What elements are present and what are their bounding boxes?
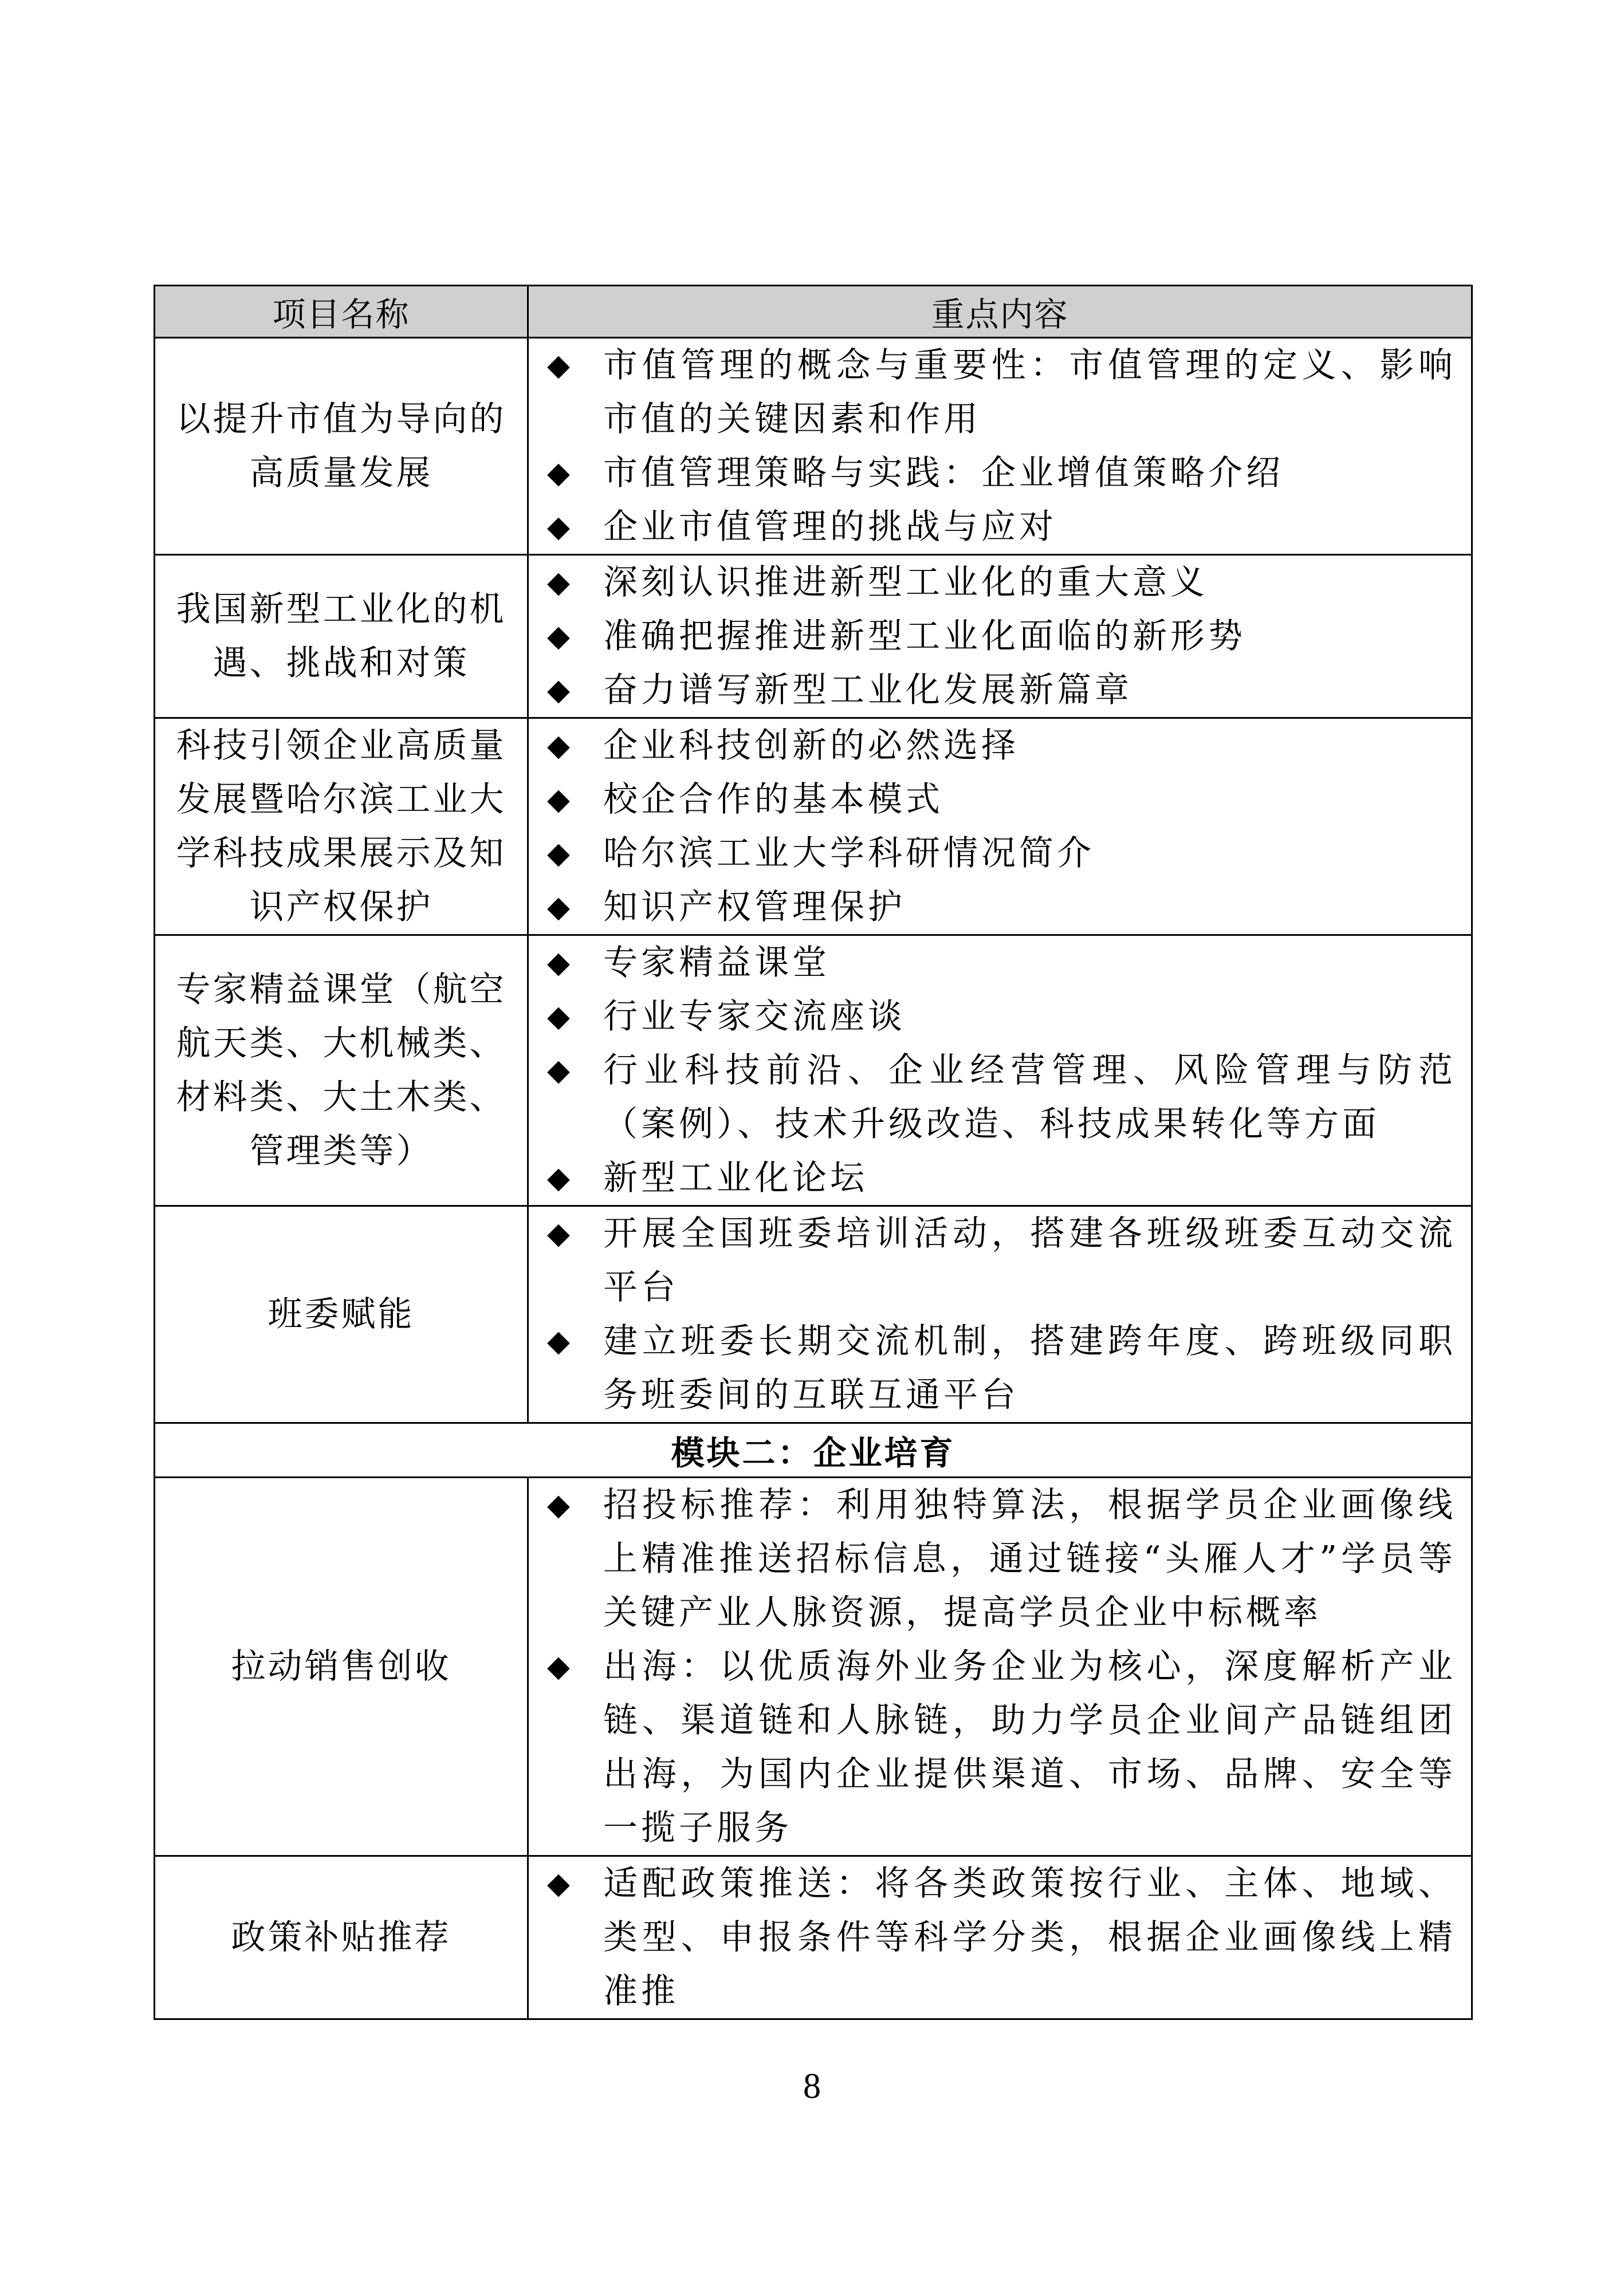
bullet-text: 市值管理策略与实践：企业增值策略介绍 (603, 453, 1284, 493)
content-bullet-item (547, 1043, 1456, 1151)
diamond-bullet-icon: ◆ (547, 1053, 573, 1088)
diamond-bullet-icon: ◆ (547, 510, 573, 544)
bullet-text: 深刻认识推进新型工业化的重大意义 (603, 562, 1208, 602)
content-bullet-item (547, 1478, 1456, 1640)
bullet-text: 校企合作的基本模式 (603, 779, 943, 820)
diamond-bullet-icon: ◆ (547, 782, 573, 817)
diamond-bullet-icon: ◆ (547, 1649, 573, 1684)
diamond-bullet-icon: ◆ (547, 565, 573, 600)
content-bullet-item (547, 1151, 1456, 1205)
diamond-bullet-icon: ◆ (547, 1161, 573, 1195)
content-bullet-item (547, 609, 1456, 663)
diamond-bullet-icon: ◆ (547, 836, 573, 871)
diamond-bullet-icon: ◆ (547, 728, 573, 763)
diamond-bullet-icon: ◆ (547, 456, 573, 490)
diamond-bullet-icon: ◆ (547, 619, 573, 653)
diamond-bullet-icon: ◆ (547, 1216, 573, 1251)
bullet-text: 准确把握推进新型工业化面临的新形势 (603, 616, 1246, 656)
bullet-text: 建立班委长期交流机制，搭建跨年度、跨班级同职务班委间的互联互通平台 (603, 1321, 1456, 1415)
content-bullet-item (547, 446, 1456, 500)
content-bullet-item (547, 880, 1456, 934)
diamond-bullet-icon: ◆ (547, 1324, 573, 1358)
bullet-text: 出海：以优质海外业务企业为核心，深度解析产业链、渠道链和人脉链，助力学员企业间产品链组团出海，为国内企业提供渠道、市场、品牌、安全等一揽子服务 (603, 1647, 1456, 1848)
module-title-row (155, 1423, 1472, 1478)
bullet-text: 企业科技创新的必然选择 (603, 726, 1019, 766)
content-bullet-item (547, 773, 1456, 826)
project-name-cell: 拉动销售创收 (155, 1478, 528, 1856)
content-bullet-list (547, 1857, 1456, 2018)
table-row (155, 1478, 1472, 1856)
table-body-module-one (155, 338, 1472, 1423)
content-bullet-item (547, 826, 1456, 880)
table-row (155, 718, 1472, 935)
program-table (154, 285, 1473, 2020)
key-content-cell (528, 1206, 1472, 1423)
content-bullet-list (547, 556, 1456, 717)
bullet-text: 适配政策推送：将各类政策按行业、主体、地域、类型、申报条件等科学分类，根据企业画像线上精准推 (603, 1864, 1456, 2011)
table-row (155, 1856, 1472, 2019)
key-content-cell (528, 338, 1472, 555)
key-content-cell (528, 935, 1472, 1206)
content-bullet-list (547, 1478, 1456, 1855)
bullet-text: 企业市值管理的挑战与应对 (603, 507, 1057, 547)
header-project-name: 项目名称 (155, 286, 528, 338)
content-bullet-item (547, 500, 1456, 554)
key-content-cell (528, 1856, 1472, 2019)
key-content-cell (528, 718, 1472, 935)
content-bullet-item (547, 1857, 1456, 2018)
diamond-bullet-icon: ◆ (547, 999, 573, 1034)
content-bullet-item (547, 936, 1456, 990)
project-name-cell: 专家精益课堂（航空航天类、大机械类、材料类、大土木类、管理类等） (155, 935, 528, 1206)
table-body-module-divider (155, 1423, 1472, 1478)
project-name-cell: 我国新型工业化的机遇、挑战和对策 (155, 555, 528, 718)
content-bullet-item (547, 1314, 1456, 1422)
page-number: 8 (803, 2067, 821, 2106)
bullet-text: 奋力谱写新型工业化发展新篇章 (603, 670, 1133, 710)
table-row (155, 338, 1472, 555)
content-bullet-list (547, 719, 1456, 934)
bullet-text: 行业科技前沿、企业经营管理、风险管理与防范（案例）、技术升级改造、科技成果转化等方面 (603, 1050, 1456, 1144)
table-row (155, 555, 1472, 718)
header-key-content: 重点内容 (528, 286, 1472, 338)
content-bullet-item (547, 338, 1456, 446)
table-row (155, 1206, 1472, 1423)
table-header-row (155, 286, 1472, 338)
bullet-text: 市值管理的概念与重要性：市值管理的定义、影响市值的关键因素和作用 (603, 345, 1456, 439)
bullet-text: 招投标推荐：利用独特算法，根据学员企业画像线上精准推送招标信息，通过链接“头雁人才”学员等关键产业人脉资源，提高学员企业中标概率 (603, 1485, 1456, 1633)
content-bullet-item (547, 719, 1456, 773)
project-name-cell: 政策补贴推荐 (155, 1856, 528, 2019)
content-bullet-list (547, 936, 1456, 1205)
bullet-text: 哈尔滨工业大学科研情况简介 (603, 833, 1095, 873)
content-bullet-item (547, 990, 1456, 1043)
diamond-bullet-icon: ◆ (547, 890, 573, 924)
content-bullet-list (547, 1207, 1456, 1422)
module-title: 模块二：企业培育 (155, 1423, 1472, 1478)
bullet-text: 开展全国班委培训活动，搭建各班级班委互动交流平台 (603, 1214, 1456, 1308)
diamond-bullet-icon: ◆ (547, 946, 573, 980)
content-bullet-item (547, 663, 1456, 717)
diamond-bullet-icon: ◆ (547, 673, 573, 707)
project-name-cell: 以提升市值为导向的高质量发展 (155, 338, 528, 555)
table-row (155, 935, 1472, 1206)
diamond-bullet-icon: ◆ (547, 1488, 573, 1522)
project-name-cell: 科技引领企业高质量发展暨哈尔滨工业大学科技成果展示及知识产权保护 (155, 718, 528, 935)
diamond-bullet-icon: ◆ (547, 348, 573, 383)
content-bullet-list (547, 338, 1456, 554)
bullet-text: 新型工业化论坛 (603, 1158, 868, 1198)
content-bullet-item (547, 556, 1456, 609)
key-content-cell (528, 1478, 1472, 1856)
project-name-cell: 班委赋能 (155, 1206, 528, 1423)
key-content-cell (528, 555, 1472, 718)
bullet-text: 行业专家交流座谈 (603, 997, 906, 1037)
content-bullet-item (547, 1207, 1456, 1314)
bullet-text: 专家精益课堂 (603, 943, 830, 983)
content-bullet-item (547, 1640, 1456, 1855)
table-body-module-two (155, 1478, 1472, 2019)
bullet-text: 知识产权管理保护 (603, 887, 906, 927)
diamond-bullet-icon: ◆ (547, 1866, 573, 1901)
